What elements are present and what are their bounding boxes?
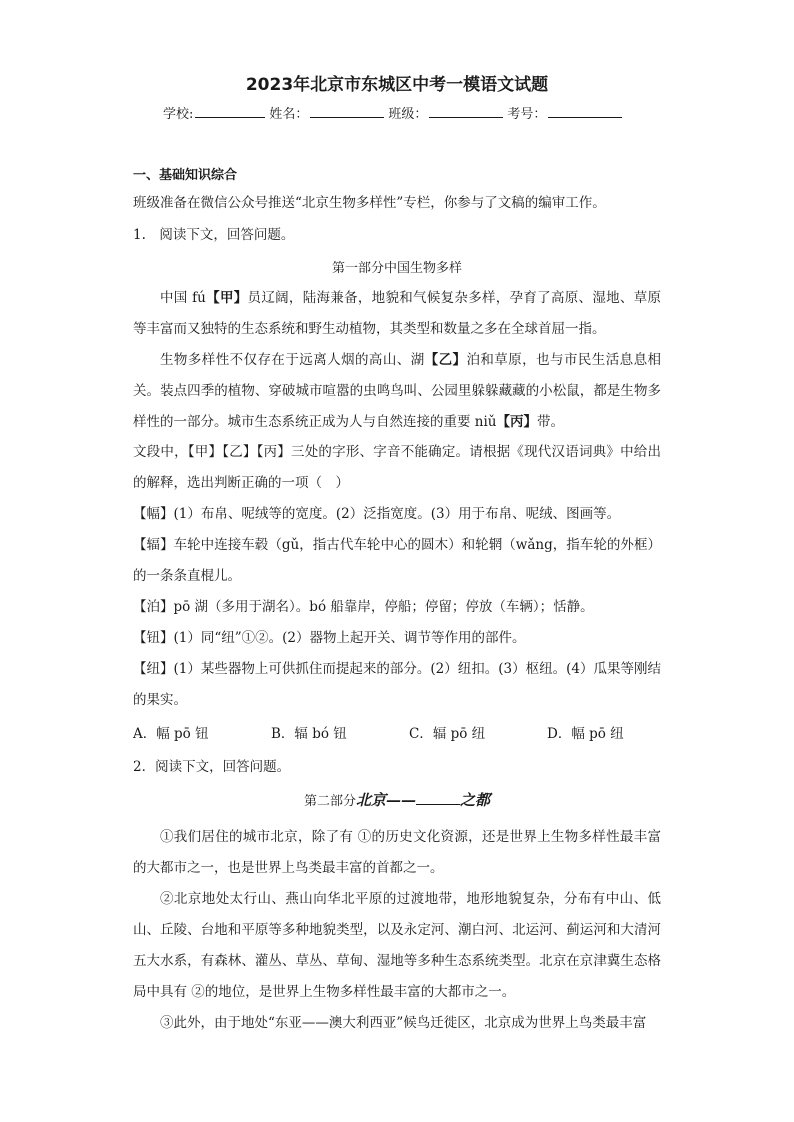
exam-no-blank[interactable] [548,103,622,118]
definition-niu-knot: 【纽】(1）某些器物上可供抓住而提起来的部分。(2）纽扣。(3）枢纽。(4）瓜果等刚结的果实。 [133,661,661,708]
exam-no-label: 考号： [507,107,547,122]
section-heading: 一、基础知识综合 [133,168,238,183]
part1-title: 第一部分中国生物多样 [331,261,462,276]
title-blank [416,792,460,805]
definition-fu-width: 【幅】(1）布帛、呢绒等的宽度。(2）泛指宽度。(3）用于布帛、呢绒、图画等。 [133,506,621,522]
passage2-paragraph-1: ①我们居住的城市北京，除了有 ①的历史文化资源，还是世界上生物多样性最丰富的大都市之一，也是世界上鸟类最丰富的首都之一。 [133,829,661,876]
option-b[interactable]: B．辐 bó 钮 [271,726,347,742]
question-2-label: 2．阅读下文，回答问题。 [133,759,291,775]
class-label: 班级： [388,107,428,122]
option-d[interactable]: D．幅 pō 纽 [547,726,624,742]
part2-title: 第二部分北京—— 之都 [303,791,491,809]
blank-mark-bing: 【丙】 [496,414,537,430]
passage2-paragraph-2: ②北京地处太行山、燕山向华北平原的过渡地带，地形地貌复杂，分布有中山、低山、丘陵、台地和平原等多种地貌类型，以及永定河、潮白河、北运河、蓟运河和大清河五大水系，有森林、灌丛、草丛、草甸、湿地等多种生态系统类型。北京在京津冀生态格局中具有 ②的地位，是世界上生物多样性最丰富的大都市之一。 [133,891,661,1000]
passage-paragraph-1: 中国 fú【甲】员辽阔，陆海兼备，地貌和气候复杂多样，孕育了高原、湿地、草原等丰富而又独特的生态系统和野生动植物，其类型和数量之多在全球首屈一指。 [133,290,662,337]
name-blank[interactable] [310,103,384,118]
class-blank[interactable] [429,103,503,118]
option-a[interactable]: A．幅 pō 钮 [133,726,209,742]
name-label: 姓名： [269,107,309,122]
page-title: 2023年北京市东城区中考一模语文试题 [245,75,549,95]
definition-po: 【泊】pō 湖（多用于湖名）。bó 船靠岸，停船；停留；停放（车辆）；恬静。 [133,599,594,615]
definition-niu-button: 【钮】(1）同“纽”①②。(2）器物上起开关、调节等作用的部件。 [133,630,526,646]
school-label: 学校: [163,107,194,122]
section-intro: 班级准备在微信公众号推送“北京生物多样性”专栏，你参与了文稿的编审工作。 [133,195,606,211]
answer-options [133,722,693,742]
school-blank[interactable] [195,103,265,118]
question-1-stem: 文段中，【甲】【乙】【丙】三处的字形、字音不能确定。请根据《现代汉语词典》中给出的解释，选出判断正确的一项（ ） [133,444,661,491]
option-c[interactable]: C．辐 pō 纽 [409,726,486,742]
passage-paragraph-2: 生物多样性不仅存在于远离人烟的高山、湖【乙】泊和草原，也与市民生活息息相关。装点四季的植物、穿破城市喧嚣的虫鸣鸟叫、公园里躲躲藏藏的小松鼠，都是生物多样性的一部分。城市生态系统正成为人与自然连接的重要 niǔ【丙】带。 [133,352,662,430]
blank-mark-jia: 【甲】 [205,290,248,306]
definition-fu-spoke: 【辐】车轮中连接车毂（gǔ，指古代车轮中心的圆木）和轮辋（wǎng，指车轮的外框）的一条条直棍儿。 [133,537,661,584]
question-1-label: 1. 阅读下文，回答问题。 [133,227,295,243]
passage2-paragraph-3: ③此外，由于地处“东亚——澳大利西亚”候鸟迁徙区，北京成为世界上鸟类最丰富 [160,1015,647,1031]
student-info-fields [163,103,626,122]
blank-mark-yi: 【乙】 [424,352,467,368]
